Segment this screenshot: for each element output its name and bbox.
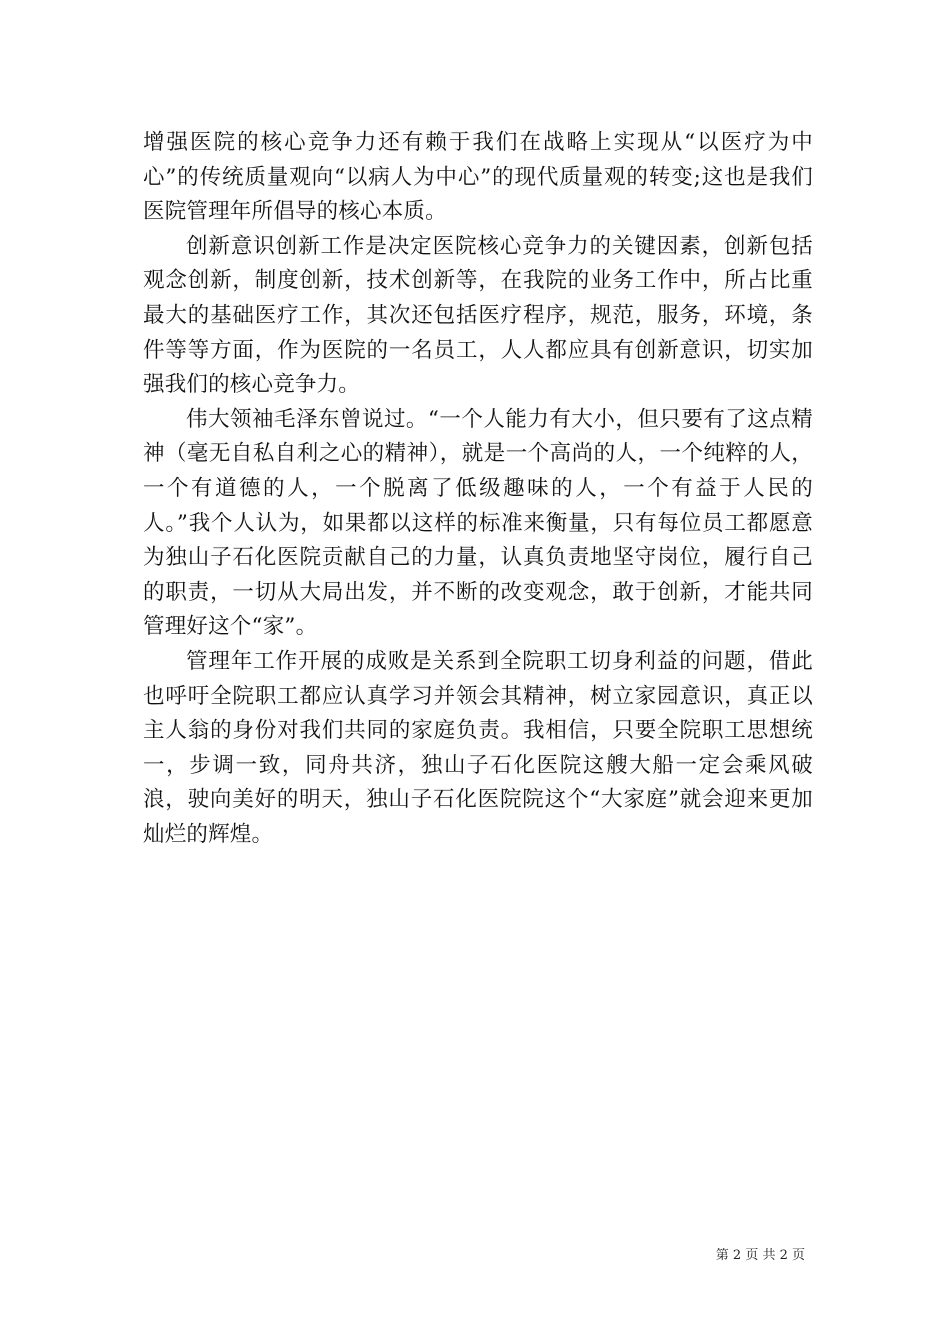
- document-body: [143, 126, 813, 852]
- paragraph-2: 创新意识创新工作是决定医院核心竞争力的关键因素，创新包括观念创新，制度创新，技术创新等，在我院的业务工作中，所占比重最大的基础医疗工作，其次还包括医疗程序，规范，服务，环境，条件等等方面，作为医院的一名员工，人人都应具有创新意识，切实加强我们的核心竞争力。: [143, 233, 813, 398]
- page-number: 第 2 页 共 2 页: [715, 1248, 805, 1263]
- paragraph-4: 管理年工作开展的成败是关系到全院职工切身利益的问题，借此也呼吁全院职工都应认真学习并领会其精神，树立家园意识，真正以主人翁的身份对我们共同的家庭负责。我相信，只要全院职工思想统一，步调一致，同舟共济，独山子石化医院这艘大船一定会乘风破浪，驶向美好的明天，独山子石化医院院这个“大家庭”就会迎来更加灿烂的辉煌。: [143, 648, 813, 847]
- paragraph-3: 伟大领袖毛泽东曾说过。“一个人能力有大小，但只要有了这点精神（毫无自私自利之心的精神），就是一个高尚的人，一个纯粹的人，一个有道德的人，一个脱离了低级趣味的人，一个有益于人民的人。”我个人认为，如果都以这样的标准来衡量，只有每位员工都愿意为独山子石化医院贡献自己的力量，认真负责地坚守岗位，履行自己的职责，一切从大局出发，并不断的改变观念，敢于创新，才能共同管理好这个“家”。: [143, 406, 813, 640]
- paragraph-1: 增强医院的核心竞争力还有赖于我们在战略上实现从“以医疗为中心”的传统质量观向“以病人为中心”的现代质量观的转变;这也是我们医院管理年所倡导的核心本质。: [143, 130, 813, 225]
